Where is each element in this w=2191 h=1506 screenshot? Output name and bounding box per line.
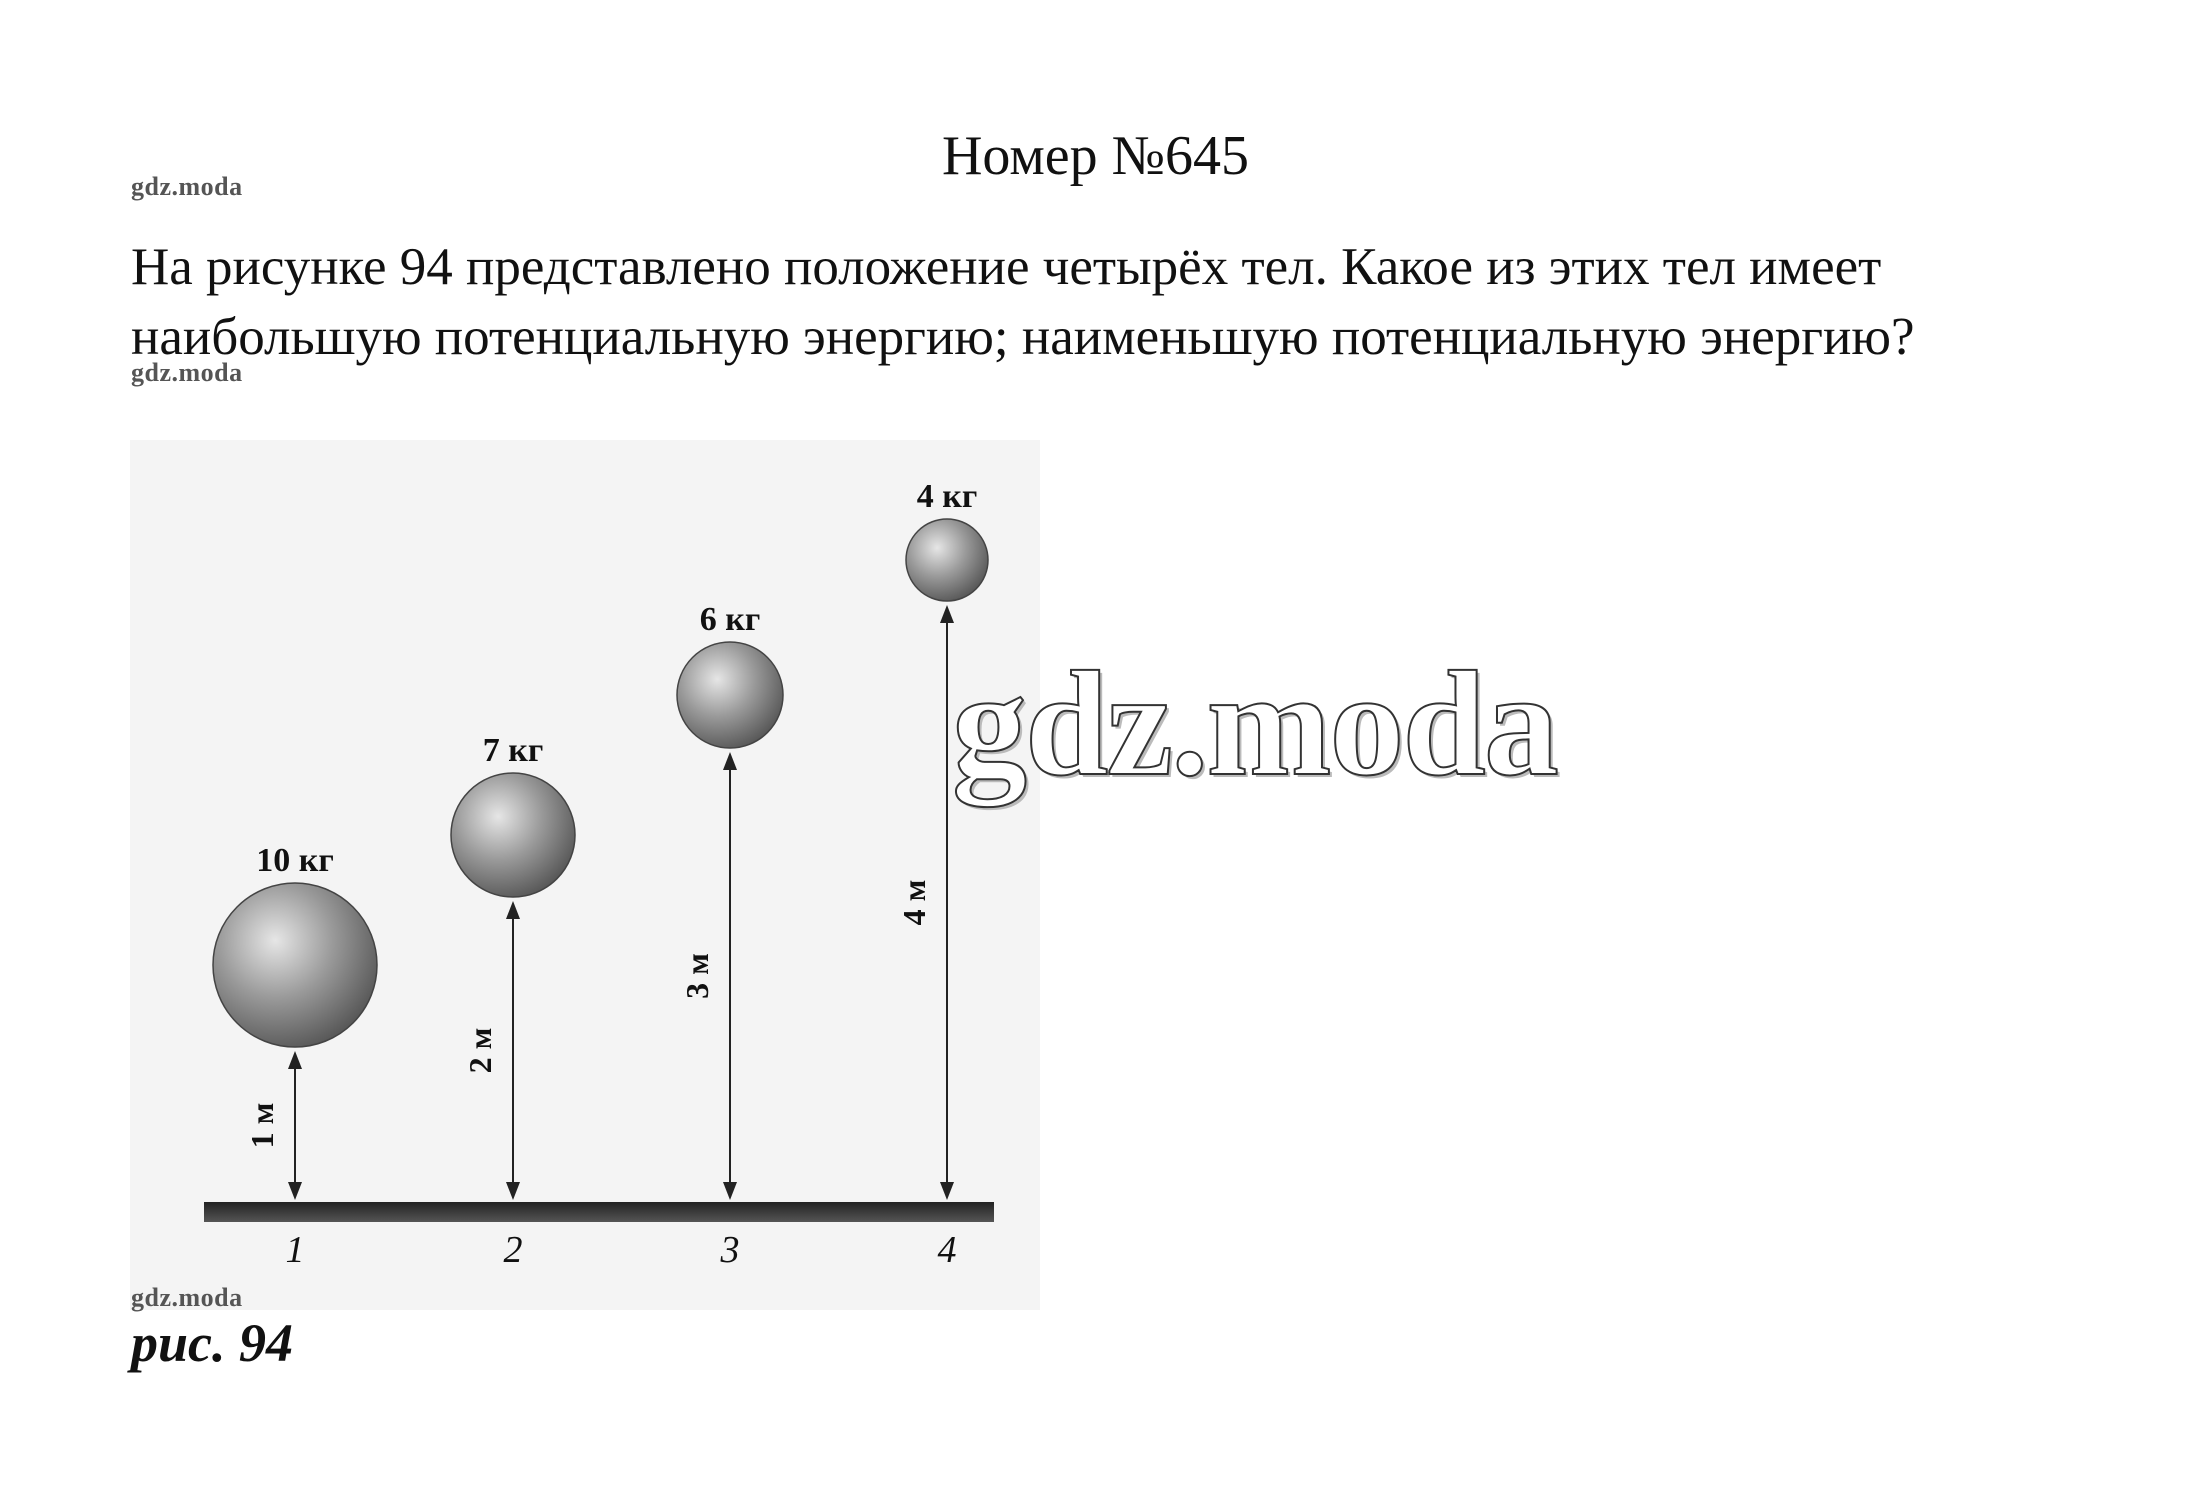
ground xyxy=(204,1202,994,1222)
figure-94 xyxy=(130,440,1040,1310)
height-label: 2 м xyxy=(462,1027,498,1074)
body-index-label: 4 xyxy=(937,1229,957,1271)
mass-label: 4 кг xyxy=(916,478,978,515)
problem-heading: Номер №645 xyxy=(941,125,1250,187)
height-label: 4 м xyxy=(896,879,932,926)
body-ball xyxy=(677,642,783,748)
mass-label: 6 кг xyxy=(699,601,761,638)
body-index-label: 3 xyxy=(720,1229,740,1271)
body-ball xyxy=(451,773,575,897)
body-ball xyxy=(213,883,377,1047)
mass-label: 10 кг xyxy=(256,842,334,879)
watermark-small: gdz.moda xyxy=(131,358,243,387)
mass-label: 7 кг xyxy=(482,732,544,769)
problem-text: На рисунке 94 представлено положение четырёх тел. Какое из этих тел имеет наибольшую потенциальную энергию; наименьшую потенциальную энергию? xyxy=(131,238,1915,366)
watermark-small: gdz.moda xyxy=(131,1283,243,1312)
body-ball xyxy=(906,519,988,601)
figure-caption: рис. 94 xyxy=(131,1313,293,1373)
height-label: 1 м xyxy=(244,1102,280,1149)
height-label: 3 м xyxy=(679,953,715,999)
watermark-large: gdz.moda xyxy=(952,641,1557,807)
body-index-label: 1 xyxy=(285,1229,305,1271)
watermark-small: gdz.moda xyxy=(131,172,243,201)
body-index-label: 2 xyxy=(503,1229,523,1271)
